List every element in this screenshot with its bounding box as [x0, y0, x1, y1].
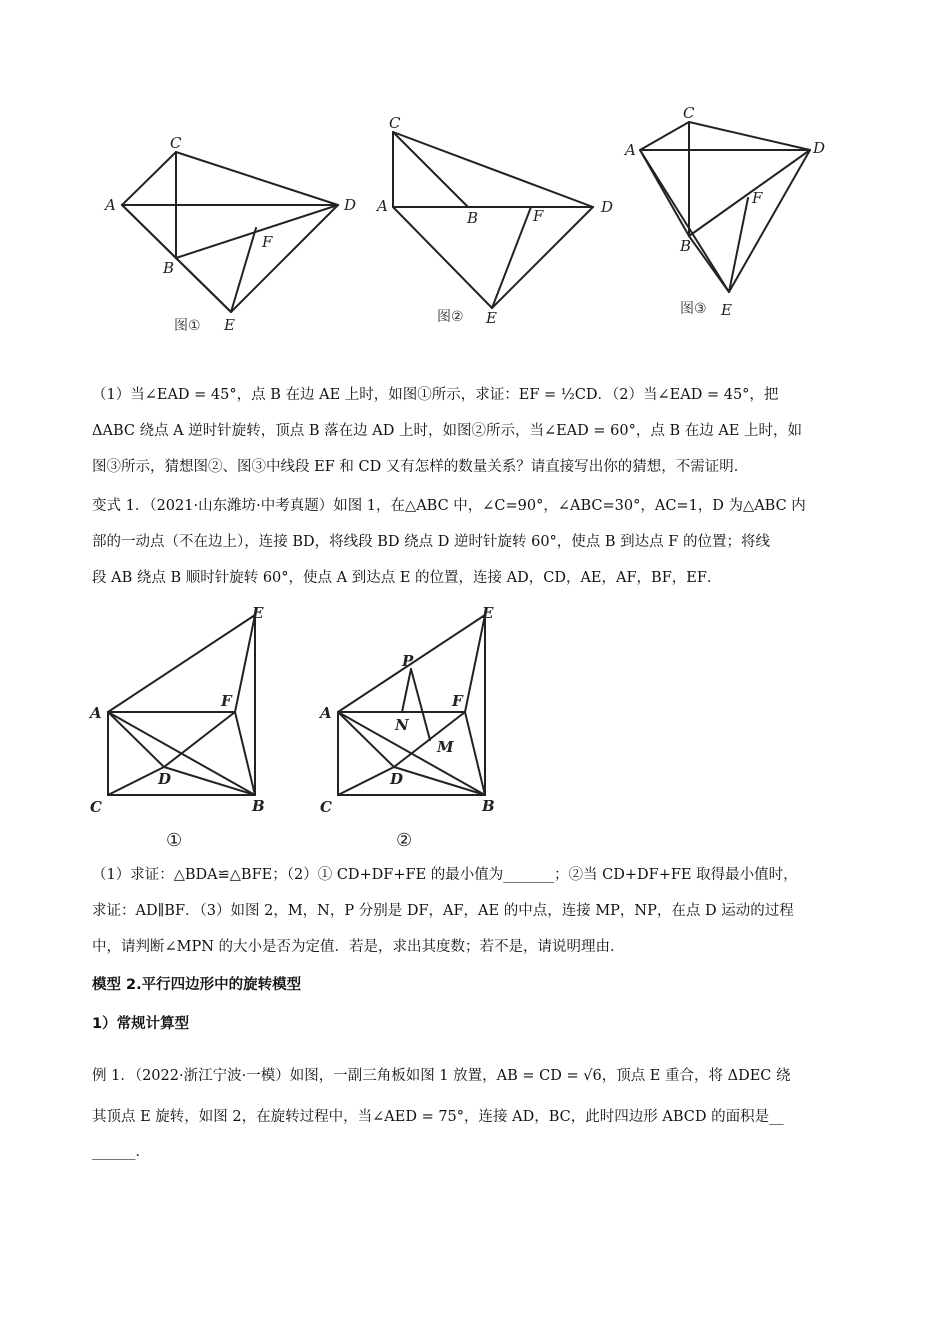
label-F: F	[262, 233, 273, 251]
problem-1-text	[92, 377, 862, 485]
example-1-line-3: ______．	[92, 1144, 150, 1160]
label-B: B	[252, 797, 265, 815]
example-1-line-2: 其顶点 E 旋转，如图 2，在旋转过程中，当∠AED = 75°，连接 AD，BC，此时四边形 ABCD 的面积是__	[92, 1109, 784, 1125]
figure-2	[375, 115, 620, 330]
section-title: 模型 2.平行四边形中的旋转模型	[92, 977, 302, 993]
label-F: F	[221, 692, 232, 710]
variant-1-line-3: 段 AB 绕点 B 顺时针旋转 60°，使点 A 到达点 E 的位置，连接 AD，CD，AE，AF，BF，EF．	[92, 570, 722, 586]
figure-3-caption: 图③	[680, 301, 707, 317]
label-B: B	[467, 209, 479, 227]
label-D: D	[601, 198, 614, 216]
label-D: D	[813, 139, 826, 157]
label-M: M	[437, 738, 454, 756]
label-E: E	[224, 316, 235, 334]
variant-figure-2	[318, 600, 518, 850]
variant-figure-2-caption: ②	[396, 830, 413, 851]
label-B: B	[680, 237, 692, 255]
label-A: A	[105, 196, 116, 214]
label-A: A	[377, 197, 388, 215]
label-C: C	[90, 798, 102, 816]
label-B: B	[163, 259, 175, 277]
variant-1-questions	[92, 857, 862, 965]
label-D: D	[344, 196, 357, 214]
example-1-line-1: 例 1．（2022·浙江宁波·一模）如图，一副三角板如图 1 放置，AB = CD = √6，顶点 E 重合，将 ΔDEC 绕	[92, 1068, 791, 1084]
figure-1	[100, 130, 360, 340]
label-B: B	[482, 797, 495, 815]
label-E: E	[486, 309, 497, 327]
variant-question-line-2: 求证：AD∥BF．（3）如图 2，M，N，P 分别是 DF，AF，AE 的中点，连接 MP，NP，在点 D 运动的过程	[92, 903, 794, 919]
problem-1-line-1: （1）当∠EAD = 45°，点 B 在边 AE 上时，如图①所示，求证：EF = ½CD．（2）当∠EAD = 45°，把	[92, 387, 779, 403]
label-F: F	[752, 189, 763, 207]
label-D: D	[158, 770, 172, 788]
label-C: C	[683, 104, 695, 122]
example-1-text	[92, 1050, 862, 1172]
label-C: C	[320, 798, 332, 816]
label-E: E	[721, 301, 732, 319]
label-C: C	[389, 114, 401, 132]
problem-1-line-3: 图③所示，猜想图②、图③中线段 EF 和 CD 又有怎样的数量关系？请直接写出你的猜想，不需证明．	[92, 459, 749, 475]
label-D: D	[390, 770, 404, 788]
problem-1-line-2: ΔABC 绕点 A 逆时针旋转，顶点 B 落在边 AD 上时，如图②所示，当∠EAD = 60°，点 B 在边 AE 上时，如	[92, 423, 802, 439]
label-A: A	[625, 141, 636, 159]
label-C: C	[170, 134, 182, 152]
label-F: F	[452, 692, 463, 710]
variant-question-line-1: （1）求证：△BDA≌△BFE；（2）① CD+DF+FE 的最小值为_______；②当 CD+DF+FE 取得最小值时，	[92, 867, 798, 883]
label-A: A	[320, 704, 332, 722]
variant-1-line-1: 变式 1．（2021·山东潍坊·中考真题）如图 1，在△ABC 中，∠C=90°，∠ABC=30°，AC=1，D 为△ABC 内	[92, 498, 806, 514]
label-F: F	[533, 207, 544, 225]
figure-2-caption: 图②	[437, 309, 464, 325]
variant-1-line-2: 部的一动点（不在边上），连接 BD，将线段 BD 绕点 D 逆时针旋转 60°，使点 B 到达点 F 的位置；将线	[92, 534, 770, 550]
variant-1-text	[92, 488, 862, 596]
figure-1-caption: 图①	[174, 318, 201, 334]
figure-3	[620, 103, 835, 323]
section-subtitle: 1）常规计算型	[92, 1016, 190, 1032]
variant-question-line-3: 中，请判断∠MPN 的大小是否为定值．若是，求出其度数；若不是，请说明理由．	[92, 939, 625, 955]
variant-figure-1	[88, 600, 288, 850]
label-N: N	[395, 716, 409, 734]
label-A: A	[90, 704, 102, 722]
label-E: E	[252, 604, 264, 622]
variant-figure-1-caption: ①	[166, 830, 183, 851]
label-E: E	[482, 604, 494, 622]
label-P: P	[402, 652, 414, 670]
